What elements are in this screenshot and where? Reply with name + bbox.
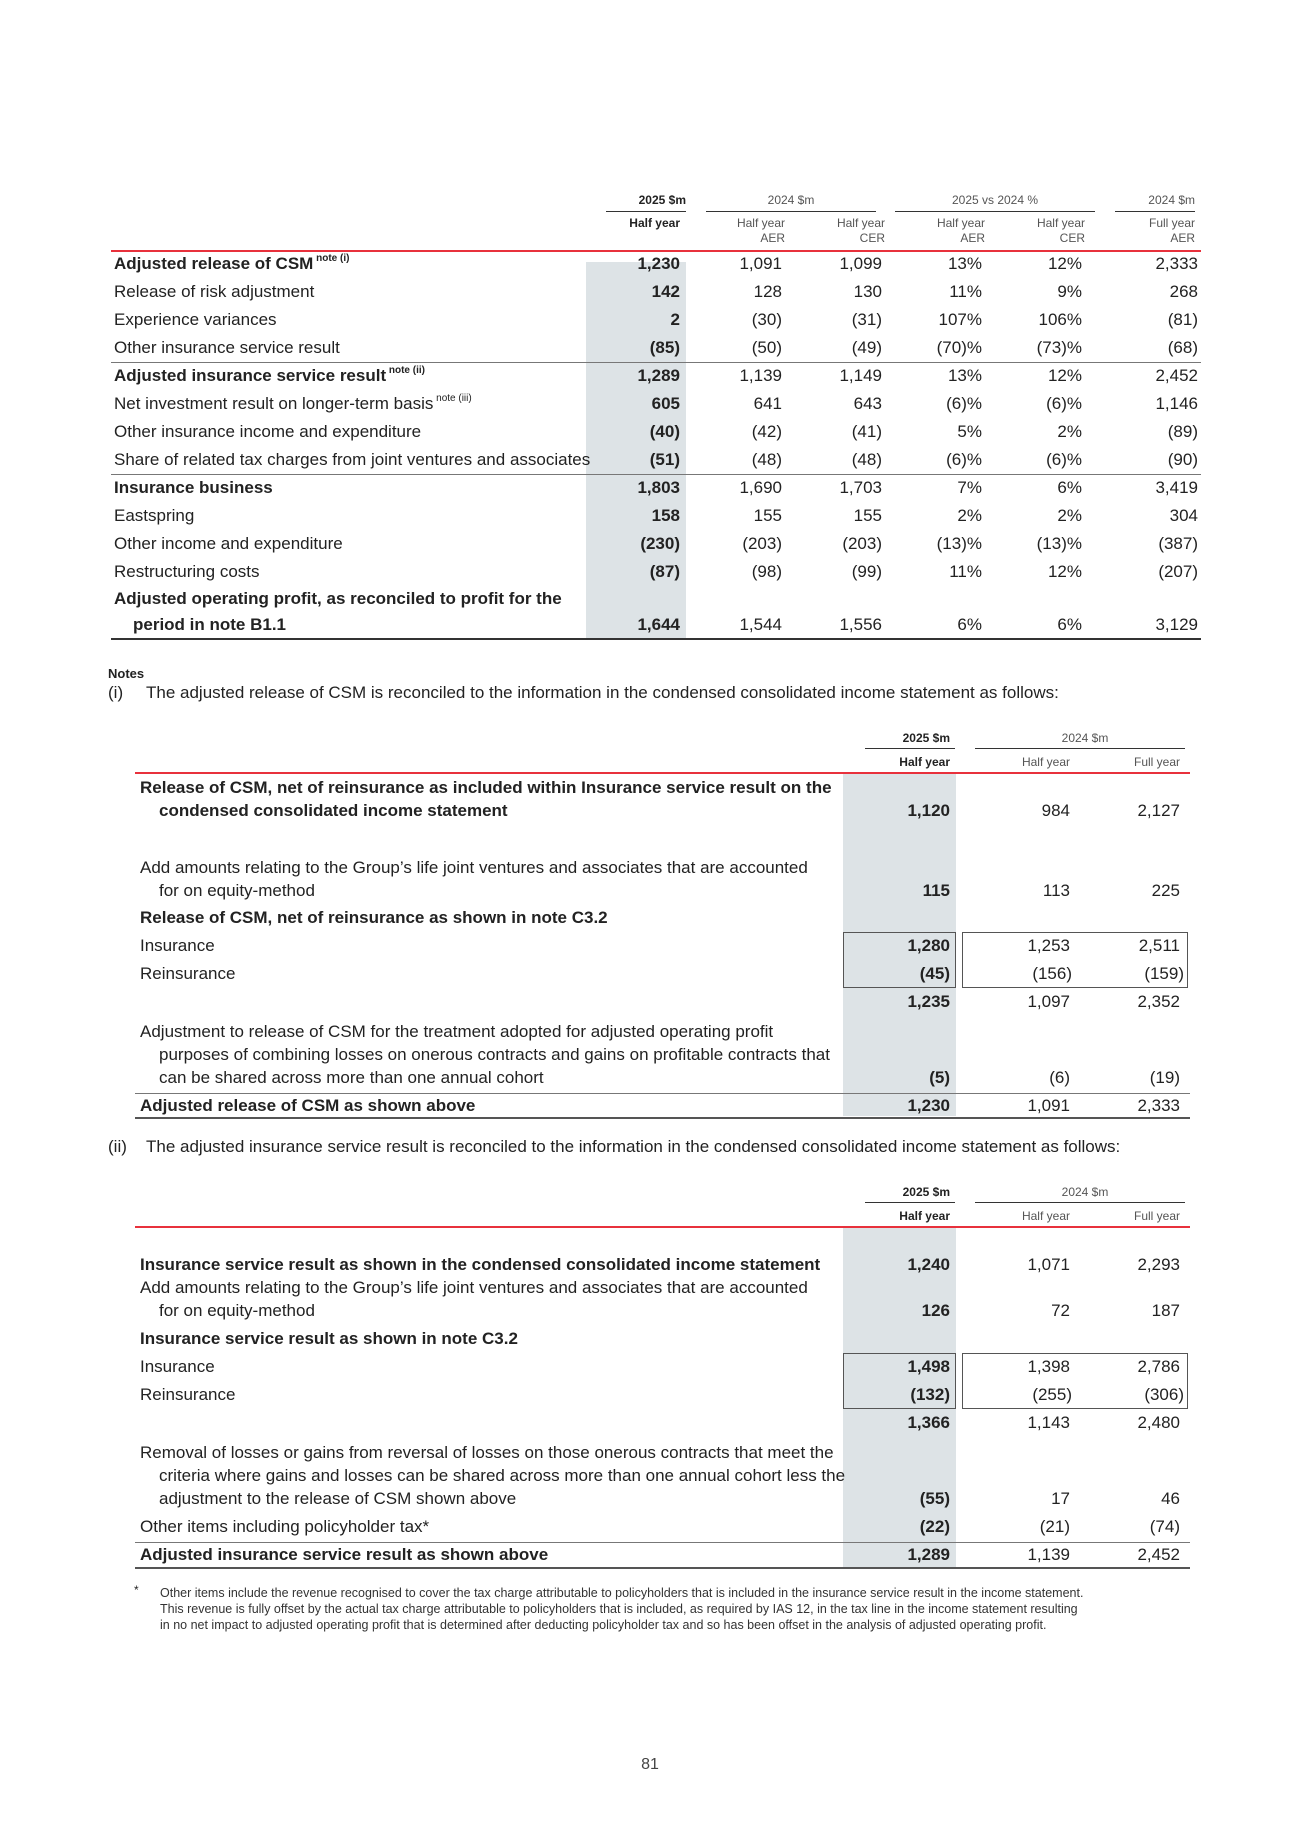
row-label (114, 365, 425, 390)
row-label-text: Net investment result on longer-term basis (114, 394, 434, 413)
cell-value: (49) (851, 338, 882, 357)
col-header-half-year-2024: Half year (1021, 1209, 1070, 1223)
cell-value: 3,419 (1155, 478, 1198, 497)
cell-value: 6% (1057, 478, 1082, 497)
row-label: condensed consolidated income statement (159, 801, 508, 820)
row-label (114, 533, 343, 555)
col-header-text: AER (760, 231, 785, 245)
col-header-full-year-2024: Full year (1133, 1209, 1180, 1223)
row-label (114, 561, 260, 583)
col-header-change-cer (1005, 216, 1085, 246)
cell-value: 9% (1057, 282, 1082, 301)
cell-value: (13)% (1036, 534, 1082, 553)
table-bottom-rule (135, 1567, 1190, 1569)
cell-value: 128 (753, 282, 782, 301)
row-label-text: Adjusted insurance service result (114, 366, 387, 385)
underline-2024-full (1115, 211, 1195, 212)
cell-value: (74) (1149, 1517, 1180, 1536)
col-header-text: AER (960, 231, 985, 245)
row-label: for on equity-method (159, 881, 315, 900)
cell-value: 11% (949, 282, 982, 301)
cell-value: (13)% (936, 534, 982, 553)
cell-value: 6% (1057, 615, 1082, 634)
cell-value: (70)% (936, 338, 982, 357)
cell-value: 115 (922, 881, 950, 900)
cell-value: (159) (1144, 964, 1184, 983)
underline-2024 (706, 211, 876, 212)
col-header-half-year-2025: Half year (629, 216, 680, 230)
row-label: purposes of combining losses on onerous contracts and gains on profitable contracts that (159, 1045, 830, 1064)
cell-value: (89) (1167, 422, 1198, 441)
underline-2024 (975, 1202, 1185, 1203)
header-red-rule (111, 250, 1201, 252)
col-header-full-year-2024: Full year (1133, 755, 1180, 769)
row-label (114, 253, 349, 278)
cell-value: 1,366 (907, 1413, 950, 1432)
cell-value: 984 (1041, 801, 1070, 820)
cell-value: (22) (919, 1517, 950, 1536)
row-label (114, 281, 314, 303)
cell-value: (387) (1158, 534, 1198, 553)
cell-value: (48) (851, 450, 882, 469)
cell-value: (21) (1039, 1517, 1070, 1536)
cell-value: (51) (649, 450, 680, 469)
cell-value: 1,146 (1155, 394, 1198, 413)
row-label (114, 477, 273, 499)
note-reference: note (ii) (386, 365, 425, 376)
cell-value: 1,280 (907, 936, 950, 955)
cell-value: (81) (1167, 310, 1198, 329)
cell-value: 1,230 (907, 1096, 950, 1115)
table-bottom-rule (135, 1117, 1190, 1119)
cell-value: (41) (851, 422, 882, 441)
cell-value: 1,120 (907, 801, 950, 820)
page-number: 81 (641, 1756, 659, 1773)
subtotal-rule-2 (111, 474, 1201, 475)
cell-value: 1,143 (1027, 1413, 1070, 1432)
underline-2024 (975, 748, 1185, 749)
cell-value: 155 (853, 506, 882, 525)
cell-value: 1,690 (739, 478, 782, 497)
cell-value: 2,452 (1155, 366, 1198, 385)
row-label: Adjusted operating profit, as reconciled to profit for the (114, 589, 562, 608)
cell-value: 2,452 (1137, 1545, 1180, 1564)
cell-value: 268 (1169, 282, 1198, 301)
note-ii-marker: (ii) (108, 1137, 127, 1156)
cell-value: 46 (1161, 1489, 1180, 1508)
cell-value: (207) (1158, 562, 1198, 581)
cell-value: 643 (853, 394, 882, 413)
col-header-text: CER (1059, 231, 1085, 245)
cell-value: 1,240 (907, 1255, 950, 1274)
underline-2025 (606, 211, 686, 212)
cell-value: 126 (921, 1301, 950, 1320)
col-header-text: Half year (936, 216, 985, 230)
cell-value: 1,139 (1027, 1545, 1070, 1564)
note-ii-text: The adjusted insurance service result is reconciled to the information in the condensed consolidated income statement as follows: (146, 1137, 1121, 1156)
row-label: Removal of losses or gains from reversal of losses on those onerous contracts that meet the (140, 1443, 834, 1462)
cell-value: 13% (947, 366, 982, 385)
cell-value: 2 (670, 310, 680, 329)
row-label-text: Adjusted release of CSM (114, 254, 314, 273)
cell-value: 605 (651, 394, 680, 413)
underline-change (895, 211, 1095, 212)
cell-value: (6)% (946, 394, 982, 413)
cell-value: 12% (1047, 366, 1082, 385)
cell-value: 2% (957, 506, 982, 525)
cell-value: 641 (753, 394, 782, 413)
cell-value: 2,333 (1137, 1096, 1180, 1115)
cell-value: 1,289 (637, 366, 680, 385)
cell-value: 17 (1051, 1489, 1070, 1508)
cell-value: 130 (853, 282, 882, 301)
col-header-half-year-aer (705, 216, 785, 246)
footnote-marker: * (134, 1583, 139, 1597)
cell-value: (45) (919, 964, 950, 983)
row-label (114, 337, 340, 359)
cell-value: 1,498 (907, 1357, 950, 1376)
group-header-2024: 2024 $m (1061, 731, 1109, 745)
cell-value: 1,091 (739, 254, 782, 273)
row-label-text: Experience variances (114, 310, 277, 329)
cell-value: (42) (751, 422, 782, 441)
cell-value: 1,235 (907, 992, 950, 1011)
cell-value: 1,230 (637, 254, 680, 273)
cell-value: (203) (842, 534, 882, 553)
col-header-text: AER (1170, 231, 1195, 245)
cell-value: 187 (1151, 1301, 1180, 1320)
cell-value: (203) (742, 534, 782, 553)
cell-value: (6)% (1046, 394, 1082, 413)
cell-value: (48) (751, 450, 782, 469)
cell-value: (85) (649, 338, 680, 357)
cell-value: (99) (851, 562, 882, 581)
footnote-line: Other items include the revenue recognised to cover the tax charge attributable to policyholders that is included in the insurance service result in the income statement. (160, 1586, 1084, 1600)
cell-value: (255) (1032, 1385, 1072, 1404)
cell-value: 2,480 (1137, 1413, 1180, 1432)
row-label: adjustment to the release of CSM shown above (159, 1489, 517, 1508)
note-i-text: The adjusted release of CSM is reconciled to the information in the condensed consolidated income statement as follows: (146, 683, 1059, 702)
cell-value: 2,511 (1138, 936, 1180, 955)
cell-value: 2% (1057, 422, 1082, 441)
col-header-half-year-2025: Half year (899, 1209, 950, 1223)
col-header-text: Half year (836, 216, 885, 230)
row-label-text: Other insurance income and expenditure (114, 422, 422, 441)
col-header-text: CER (859, 231, 885, 245)
row-label: Add amounts relating to the Group’s life joint ventures and associates that are accounted (140, 858, 808, 877)
group-header-2024: 2024 $m (1061, 1185, 1109, 1199)
row-label (114, 421, 421, 443)
cell-value: 107% (938, 310, 982, 329)
group-header-2025: 2025 $m (902, 1185, 950, 1199)
row-label: Adjusted release of CSM as shown above (140, 1096, 476, 1115)
cell-value: 2,293 (1137, 1255, 1180, 1274)
cell-value: 12% (1047, 562, 1082, 581)
underline-2025 (865, 1202, 955, 1203)
col-header-text: Half year (736, 216, 785, 230)
cell-value: (55) (919, 1489, 950, 1508)
cell-value: (6)% (946, 450, 982, 469)
footnote-line: This revenue is fully offset by the actual tax charge attributable to policyholders that is included, as required by IAS 12, in the tax line in the income statement resulting (160, 1602, 1078, 1616)
group-header-2025: 2025 $m (638, 193, 686, 207)
row-label: Add amounts relating to the Group’s life joint ventures and associates that are accounted (140, 1278, 808, 1297)
cell-value: 3,129 (1155, 615, 1198, 634)
cell-value: 1,091 (1027, 1096, 1070, 1115)
cell-value: (90) (1167, 450, 1198, 469)
notes-heading: Notes (108, 666, 145, 681)
cell-value: (50) (751, 338, 782, 357)
cell-value: 13% (947, 254, 982, 273)
row-label (114, 309, 277, 331)
cell-value: 12% (1047, 254, 1082, 273)
cell-value: (6)% (1046, 450, 1082, 469)
cell-value: (6) (1049, 1068, 1070, 1087)
note-reference: note (i) (313, 253, 350, 264)
footnote-line: in no net impact to adjusted operating profit that is determined after deducting policyholder tax and so has been offset in the analysis of adjusted operating profit. (160, 1618, 1047, 1632)
cell-value: 5% (957, 422, 982, 441)
row-label: can be shared across more than one annual cohort (159, 1068, 544, 1087)
header-red-rule (135, 1226, 1190, 1228)
row-label-text: Other income and expenditure (114, 534, 343, 553)
row-label-text: Share of related tax charges from joint ventures and associates (114, 450, 591, 469)
row-label (114, 393, 472, 418)
underline-2025 (865, 748, 955, 749)
group-header-2025: 2025 $m (902, 731, 950, 745)
cell-value: (306) (1144, 1385, 1184, 1404)
cell-value: 6% (957, 615, 982, 634)
row-label-text: Insurance business (114, 478, 273, 497)
group-header-2024: 2024 $m (767, 193, 815, 207)
row-label: for on equity-method (159, 1301, 315, 1320)
cell-value: 142 (651, 282, 680, 301)
cell-value: (40) (649, 422, 680, 441)
cell-value: 2,333 (1155, 254, 1198, 273)
cell-value: 1,139 (739, 366, 782, 385)
cell-value: 1,398 (1027, 1357, 1070, 1376)
cell-value: 304 (1169, 506, 1198, 525)
cell-value: 225 (1151, 881, 1180, 900)
cell-value: 155 (753, 506, 782, 525)
cell-value: 2,352 (1137, 992, 1180, 1011)
cell-value: 1,099 (839, 254, 882, 273)
cell-value: (19) (1149, 1068, 1180, 1087)
row-label: Insurance (140, 936, 215, 955)
cell-value: (132) (910, 1385, 950, 1404)
cell-value: 2,127 (1137, 801, 1180, 820)
cell-value: 1,644 (637, 615, 680, 634)
cell-value: 1,149 (839, 366, 882, 385)
row-label: Reinsurance (140, 964, 236, 983)
cell-value: (31) (851, 310, 882, 329)
cell-value: (87) (649, 562, 680, 581)
col-header-full-year-aer (1115, 216, 1195, 246)
cell-value: (98) (751, 562, 782, 581)
col-header-change-aer (905, 216, 985, 246)
note-i-marker: (i) (108, 683, 124, 702)
row-label: Insurance service result as shown in the condensed consolidated income statement (140, 1255, 821, 1274)
col-header-text: Full year (1148, 216, 1195, 230)
cell-value: 113 (1042, 881, 1070, 900)
table-bottom-rule (111, 638, 1201, 640)
cell-value: (73)% (1036, 338, 1082, 357)
cell-value: 1,289 (907, 1545, 950, 1564)
row-label-text: Restructuring costs (114, 562, 260, 581)
row-label: Release of CSM, net of reinsurance as included within Insurance service result on the (140, 778, 832, 797)
col-header-half-year-2025: Half year (899, 755, 950, 769)
note-reference: note (iii) (433, 393, 472, 404)
cell-value: 1,703 (839, 478, 882, 497)
total-rule (135, 1542, 1190, 1543)
cell-value: 1,556 (839, 615, 882, 634)
col-header-half-year-cer (805, 216, 885, 246)
cell-value: 1,803 (637, 478, 680, 497)
row-label: Reinsurance (140, 1385, 236, 1404)
row-label (114, 505, 194, 527)
row-label: Insurance (140, 1357, 215, 1376)
header-red-rule (135, 772, 1190, 774)
row-label: criteria where gains and losses can be shared across more than one annual cohort less the (159, 1466, 846, 1485)
footnote-text (160, 1585, 1083, 1633)
cell-value: 72 (1051, 1301, 1070, 1320)
col-header-text: Half year (1036, 216, 1085, 230)
row-label: Insurance service result as shown in note C3.2 (140, 1329, 518, 1348)
cell-value: (156) (1032, 964, 1072, 983)
row-label-text: Eastspring (114, 506, 195, 525)
cell-value: 1,071 (1027, 1255, 1070, 1274)
row-label-text: Other insurance service result (114, 338, 340, 357)
total-rule (135, 1093, 1190, 1094)
group-header-change: 2025 vs 2024 % (951, 193, 1039, 207)
cell-value: 158 (651, 506, 680, 525)
row-label (114, 449, 590, 471)
row-label-text: Release of risk adjustment (114, 282, 315, 301)
cell-value: 1,097 (1027, 992, 1070, 1011)
cell-value: 1,544 (739, 615, 782, 634)
col-header-half-year-2024: Half year (1021, 755, 1070, 769)
row-label: Adjusted insurance service result as shown above (140, 1545, 549, 1564)
cell-value: 7% (957, 478, 982, 497)
cell-value: 2,786 (1137, 1357, 1180, 1376)
cell-value: (230) (640, 534, 680, 553)
row-label: period in note B1.1 (133, 615, 287, 634)
cell-value: 2% (1057, 506, 1082, 525)
subtotal-rule-1 (111, 362, 1201, 363)
group-header-2024-full: 2024 $m (1148, 193, 1195, 207)
cell-value: (68) (1167, 338, 1198, 357)
row-label: Other items including policyholder tax* (140, 1517, 430, 1536)
cell-value: 11% (949, 562, 982, 581)
cell-value: 1,253 (1027, 936, 1070, 955)
cell-value: (5) (929, 1068, 950, 1087)
cell-value: 106% (1038, 310, 1082, 329)
cell-value: (30) (751, 310, 782, 329)
row-label: Adjustment to release of CSM for the treatment adopted for adjusted operating profit (140, 1022, 774, 1041)
row-label: Release of CSM, net of reinsurance as shown in note C3.2 (140, 908, 608, 927)
